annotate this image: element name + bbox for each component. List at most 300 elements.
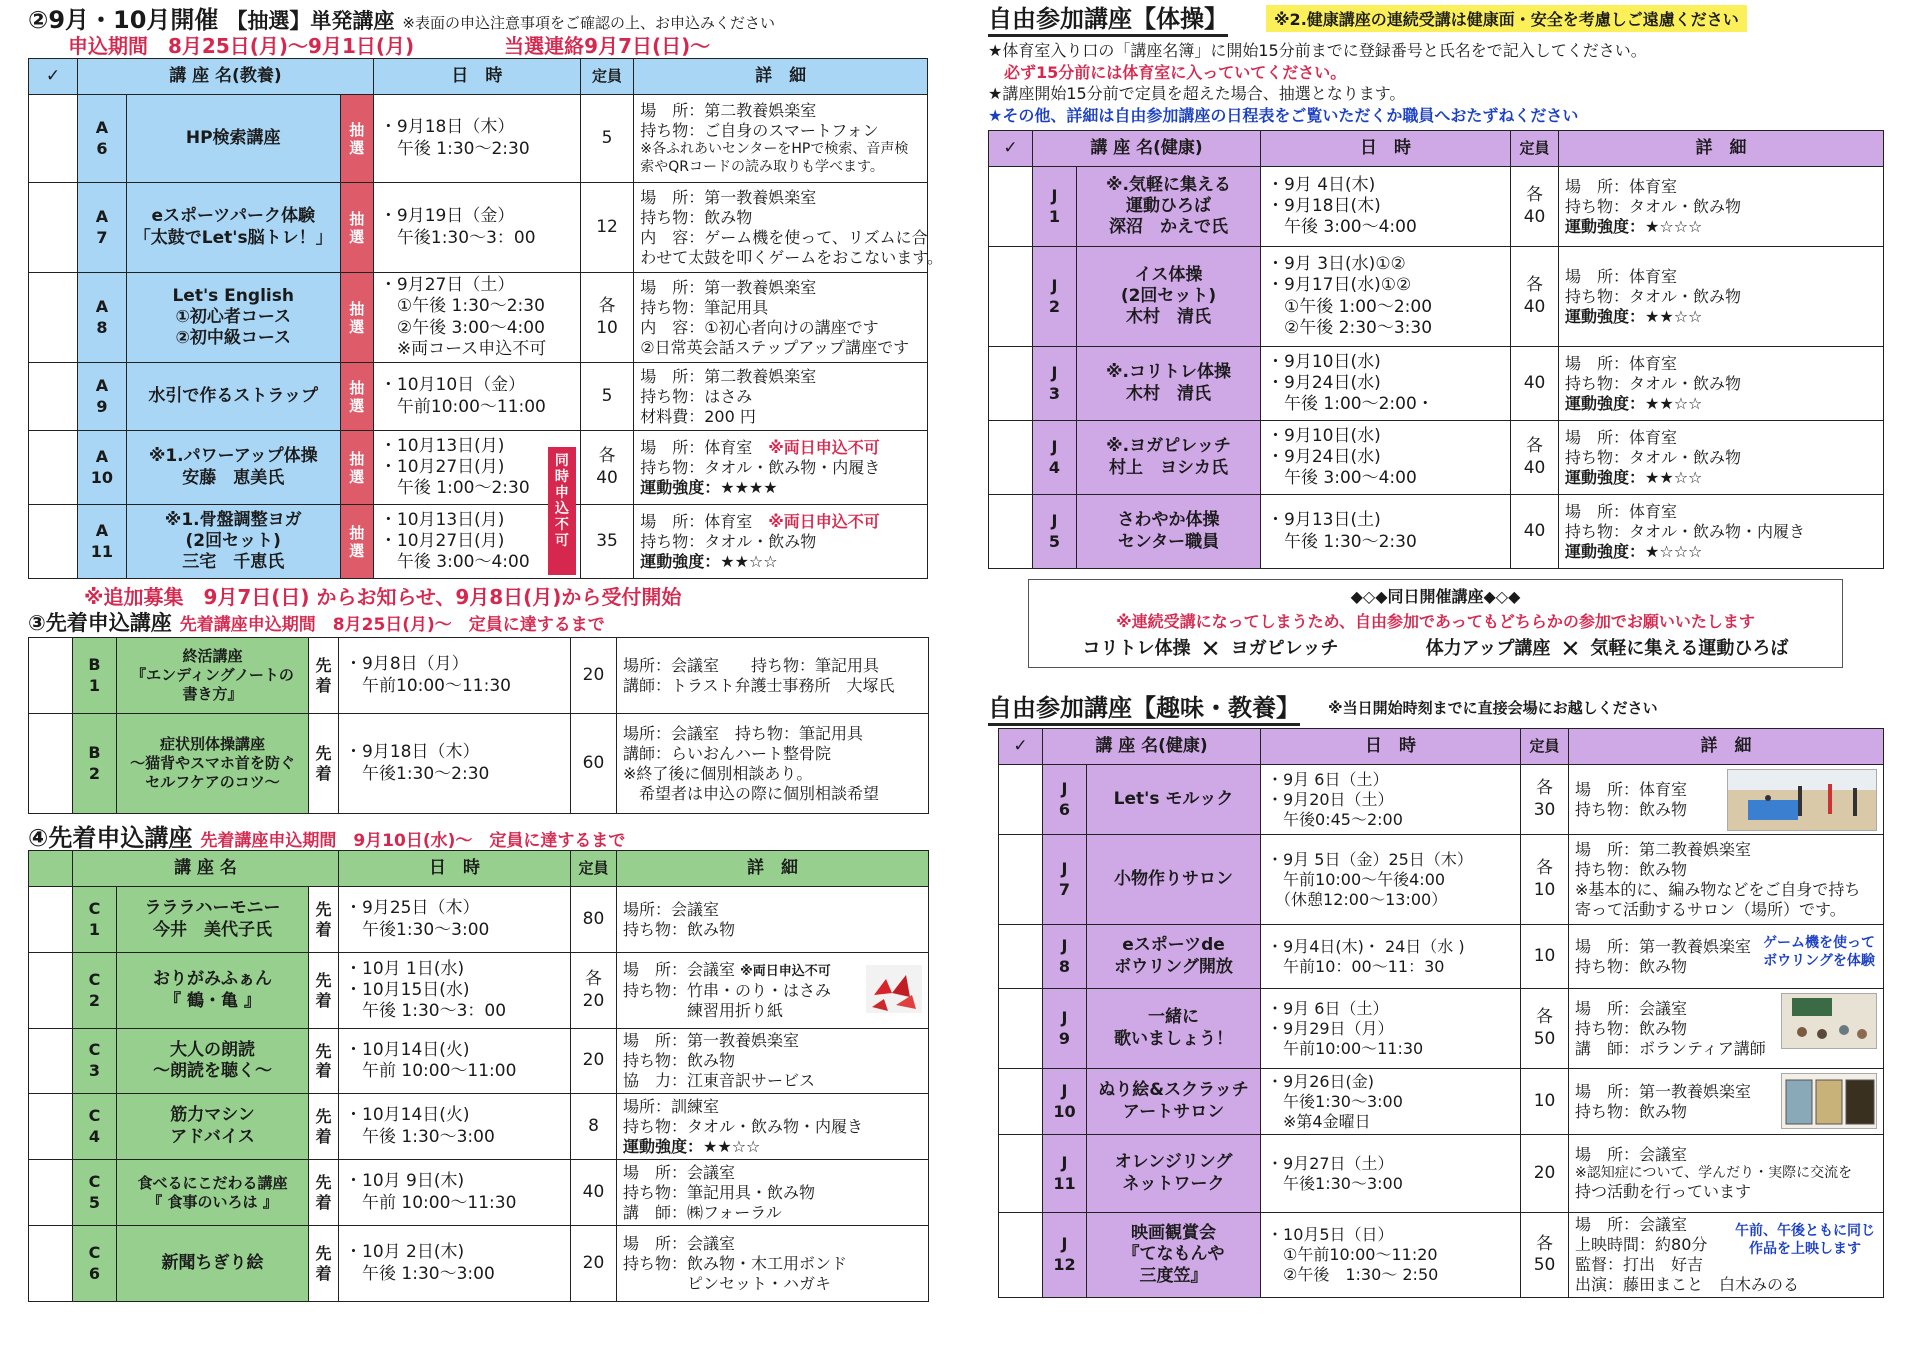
datetime-line: ・10月13日(月) bbox=[379, 435, 505, 456]
course-capacity bbox=[1511, 495, 1559, 569]
course-capacity bbox=[1521, 835, 1569, 925]
course-datetime bbox=[373, 183, 580, 273]
detail-line: 場 所：第一教養娯楽室 bbox=[1575, 1081, 1752, 1101]
lottery-badge bbox=[340, 273, 373, 363]
section2-header bbox=[28, 0, 928, 34]
course-name bbox=[1087, 1135, 1261, 1213]
datetime-line: ・9月13日(土) bbox=[1267, 510, 1381, 531]
badge-line: 着 bbox=[315, 990, 332, 1010]
code-line: J bbox=[1051, 185, 1058, 205]
datetime-line: 午後 1:30～3:00 bbox=[345, 1263, 495, 1284]
table-header bbox=[999, 729, 1884, 765]
warning-text: ※両日申込不可 bbox=[768, 437, 880, 457]
checkbox-cell[interactable] bbox=[29, 1160, 73, 1226]
code-line: A bbox=[95, 375, 109, 395]
cap-line: 各 bbox=[1526, 436, 1544, 457]
cap-line: 10 bbox=[1533, 879, 1556, 900]
course-datetime bbox=[339, 1094, 571, 1160]
datetime-line: ・10月14日(火) bbox=[345, 1039, 470, 1060]
first-come-badge bbox=[309, 1160, 339, 1226]
detail-line: 運動強度：★★☆☆ bbox=[623, 1136, 761, 1156]
detail-line: 場 所：第一教養娯楽室 bbox=[623, 1031, 800, 1050]
detail-line: 内 容：ゲーム機を使って、リズムに合 bbox=[640, 227, 928, 247]
code-line: 4 bbox=[1048, 457, 1061, 477]
same-day-pair bbox=[1426, 634, 1789, 663]
course-detail bbox=[617, 887, 929, 953]
detail-line: 運動強度：★★☆☆ bbox=[1565, 467, 1703, 487]
course-datetime bbox=[339, 714, 571, 814]
course-code bbox=[73, 953, 117, 1029]
course-name bbox=[117, 638, 309, 714]
cap-line: 各 bbox=[1526, 185, 1544, 206]
checkbox-cell[interactable] bbox=[989, 247, 1033, 347]
datetime-line: ・9月 6日（土） bbox=[1267, 998, 1389, 1018]
warning-text: ※両日申込不可 bbox=[740, 964, 831, 980]
name-line: センター職員 bbox=[1117, 531, 1220, 552]
datetime-line: 午後 1:30～2:30 bbox=[1267, 531, 1417, 552]
course-datetime bbox=[1261, 347, 1511, 421]
checkbox-cell[interactable] bbox=[29, 1094, 73, 1160]
course-detail bbox=[617, 953, 929, 1029]
code-line: 6 bbox=[1058, 799, 1071, 819]
course-capacity bbox=[1511, 421, 1559, 495]
code-line: 2 bbox=[1048, 296, 1061, 316]
table-row bbox=[29, 1160, 929, 1226]
table-row bbox=[999, 765, 1884, 835]
cap-line: 50 bbox=[1533, 1028, 1556, 1049]
checkbox-cell[interactable] bbox=[999, 835, 1043, 925]
course-capacity bbox=[1521, 989, 1569, 1069]
course-detail bbox=[634, 183, 943, 273]
detail-line: 持ち物：タオル・飲み物 bbox=[1565, 447, 1742, 467]
detail-line: 協 力：江東音訳サービス bbox=[623, 1071, 816, 1090]
checkbox-cell[interactable] bbox=[29, 1226, 73, 1302]
checkbox-cell[interactable] bbox=[989, 495, 1033, 569]
datetime-line: ②午後 2:30～3:30 bbox=[1267, 317, 1433, 338]
datetime-line: ・10月27日(月) bbox=[379, 456, 505, 477]
checkbox-cell[interactable] bbox=[29, 183, 78, 273]
datetime-line: ・10月 1日(水) bbox=[345, 958, 465, 979]
section3-period: 先着講座申込期間 8月25日(月)～ 定員に達するまで bbox=[179, 615, 605, 635]
course-code bbox=[73, 1029, 117, 1094]
course-name bbox=[117, 1226, 309, 1302]
name-line: ぬり絵&スクラッチ bbox=[1098, 1080, 1249, 1101]
course-code bbox=[1033, 495, 1077, 569]
badge-char: 時 bbox=[554, 469, 569, 486]
extra-line: ゲーム機を使って bbox=[1763, 935, 1876, 951]
name-line: 『エンディングノートの bbox=[131, 666, 294, 685]
detail-line: 持ち物：飲み物 bbox=[623, 1051, 736, 1070]
datetime-line: 午前10:00～11:30 bbox=[1267, 1038, 1424, 1058]
section2-note: ※表面の申込注意事項をご確認の上、お申込みください bbox=[402, 14, 775, 32]
course-code bbox=[77, 505, 126, 579]
name-line: イス体操 bbox=[1134, 264, 1203, 285]
code-line: 6 bbox=[96, 138, 108, 158]
note-line: 必ず15分前には体育室に入っていてください。 bbox=[988, 62, 1347, 82]
course-detail bbox=[1569, 765, 1884, 835]
course-datetime bbox=[1261, 925, 1521, 989]
course-code bbox=[73, 714, 117, 814]
r2-note: ※当日開始時刻までに直接会場にお越しください bbox=[1328, 698, 1658, 717]
code-line: 12 bbox=[1053, 1255, 1076, 1274]
course-code bbox=[1043, 925, 1087, 989]
course-name bbox=[126, 363, 340, 431]
code-line: 2 bbox=[88, 990, 101, 1010]
cap-line: 各 bbox=[598, 296, 616, 317]
detail-line: 持ち物：タオル・飲み物 bbox=[1565, 373, 1742, 393]
lottery-badge bbox=[340, 95, 373, 183]
pair-item: ヨガピレッチ bbox=[1230, 638, 1339, 659]
checkbox-cell[interactable] bbox=[29, 363, 78, 431]
name-line: (2回セット) bbox=[185, 530, 281, 551]
detail-line: 希望者は申込の際に個別相談希望 bbox=[623, 783, 880, 803]
section3-title: ③先着申込講座 bbox=[28, 611, 172, 635]
cap-line: 20 bbox=[582, 1252, 605, 1273]
name-line: ※.気軽に集える bbox=[1106, 174, 1231, 195]
code-line: C bbox=[88, 1171, 101, 1191]
course-datetime bbox=[339, 1160, 571, 1226]
name-line: オレンジリング bbox=[1114, 1152, 1233, 1173]
course-capacity bbox=[1521, 925, 1569, 989]
name-header: 講 座 名 bbox=[73, 851, 339, 887]
name-line: 「太鼓でLet's脳トレ！」 bbox=[133, 227, 333, 248]
course-capacity bbox=[1521, 1069, 1569, 1135]
checkbox-cell[interactable] bbox=[989, 167, 1033, 247]
cap-line: 20 bbox=[582, 1050, 605, 1071]
name-line: 症状別体操講座 bbox=[159, 735, 265, 754]
check-header: ✓ bbox=[989, 131, 1033, 167]
extra-line: ボウリングを体験 bbox=[1763, 952, 1875, 969]
table-row bbox=[29, 638, 929, 714]
lottery-badge bbox=[340, 505, 373, 579]
course-name bbox=[126, 431, 340, 505]
detail-line: 場 所：体育室 ※両日申込不可 bbox=[640, 437, 880, 457]
capacity-header: 定員 bbox=[1521, 729, 1569, 765]
datetime-line: ・9月24日(水) bbox=[1267, 372, 1381, 393]
course-name bbox=[1077, 495, 1261, 569]
datetime-line: 午後 1:30～2:30 bbox=[379, 138, 530, 159]
check-header: ✓ bbox=[29, 59, 78, 95]
datetime-line: 午後 1:30～3：00 bbox=[345, 1001, 507, 1022]
cap-line: 10 bbox=[1533, 1090, 1556, 1111]
detail-line: 場 所：体育室 ※両日申込不可 bbox=[640, 511, 880, 531]
code-line: 11 bbox=[90, 541, 114, 561]
datetime-line: ・9月27日（土） bbox=[1267, 1153, 1394, 1173]
first-come-badge bbox=[309, 1094, 339, 1160]
course-detail bbox=[1559, 247, 1884, 347]
checkbox-cell[interactable] bbox=[999, 1213, 1043, 1298]
datetime-line: ・9月29日（月） bbox=[1267, 1018, 1394, 1038]
code-line: A bbox=[95, 296, 109, 316]
code-line: C bbox=[88, 1105, 101, 1125]
name-line: アドバイス bbox=[170, 1126, 255, 1147]
name-line: ※.コリトレ体操 bbox=[1106, 362, 1231, 383]
cap-line: 10 bbox=[596, 317, 618, 338]
detail-line: 持ち物：飲み物 bbox=[1575, 1101, 1688, 1121]
course-name bbox=[1087, 1069, 1261, 1135]
name-line: ①初心者コース bbox=[175, 306, 291, 327]
name-line: 木村 清氏 bbox=[1126, 383, 1211, 404]
r1-warning: ※2.健康講座の連続受講は健康面・安全を考慮しご遠慮ください bbox=[1266, 5, 1747, 32]
badge-line: 選 bbox=[349, 317, 365, 336]
table-row bbox=[999, 1213, 1884, 1298]
course-capacity bbox=[1521, 765, 1569, 835]
datetime-line: ・10月 9日(木) bbox=[345, 1171, 465, 1192]
name-line: ネットワーク bbox=[1122, 1173, 1225, 1194]
name-line: おりがみふぁん bbox=[153, 969, 272, 990]
datetime-line: ・9月18日（木） bbox=[379, 117, 515, 138]
cap-line: 各 bbox=[1536, 778, 1554, 799]
course-name bbox=[1087, 925, 1261, 989]
right-column bbox=[988, 0, 1883, 1298]
detail-line: 場 所：第一教養娯楽室 bbox=[640, 277, 817, 297]
code-line: J bbox=[1051, 436, 1058, 456]
code-line: 6 bbox=[88, 1263, 101, 1283]
table-row bbox=[29, 714, 929, 814]
capacity-header: 定員 bbox=[580, 59, 633, 95]
datetime-line: 午前10:00～11:00 bbox=[379, 396, 546, 417]
table-row bbox=[989, 247, 1884, 347]
name-line: 新聞ちぎり絵 bbox=[161, 1252, 264, 1273]
extra-note bbox=[1763, 935, 1875, 970]
name-line: 書き方』 bbox=[182, 684, 243, 703]
badge-line: 着 bbox=[315, 1126, 332, 1146]
course-datetime bbox=[1261, 167, 1511, 247]
checkbox-cell[interactable] bbox=[999, 1135, 1043, 1213]
course-code bbox=[73, 887, 117, 953]
checkbox-cell[interactable] bbox=[29, 505, 78, 579]
date-header: 日 時 bbox=[339, 851, 571, 887]
checkbox-cell[interactable] bbox=[29, 273, 78, 363]
checkbox-cell[interactable] bbox=[29, 714, 73, 814]
detail-line: ※基本的に、編み物などをご自身で持ち bbox=[1575, 879, 1861, 899]
cap-line: 40 bbox=[1523, 520, 1546, 541]
table-row bbox=[989, 495, 1884, 569]
course-code bbox=[1043, 989, 1087, 1069]
section3-header bbox=[28, 607, 928, 635]
code-line: C bbox=[88, 1040, 101, 1060]
datetime-line: ※両コース申込不可 bbox=[379, 338, 547, 359]
course-capacity bbox=[571, 638, 617, 714]
course-datetime bbox=[1261, 765, 1521, 835]
detail-line: 持ち物：飲み物 bbox=[640, 207, 753, 227]
code-line: 5 bbox=[88, 1192, 101, 1212]
detail-line: 持ち物：タオル・飲み物 bbox=[1565, 286, 1742, 306]
detail-line: 場 所：体育室 bbox=[1565, 353, 1678, 373]
cross-icon: ✕ bbox=[1200, 635, 1221, 663]
badge-line: 選 bbox=[349, 467, 365, 486]
course-code bbox=[77, 95, 126, 183]
datetime-line: ②午後 3:00～4:00 bbox=[379, 317, 545, 338]
datetime-line: ・10月13日(月) bbox=[379, 509, 505, 530]
datetime-line: ・10月5日（日） bbox=[1267, 1225, 1394, 1244]
r2-title: 自由参加講座【趣味・教養】 bbox=[988, 688, 1300, 726]
detail-line: 講 師：ボランティア講師 bbox=[1575, 1038, 1766, 1058]
cap-line: 60 bbox=[582, 752, 605, 773]
code-line: A bbox=[95, 117, 109, 137]
checkbox-cell[interactable] bbox=[29, 638, 73, 714]
detail-line: 場 所：体育室 bbox=[1575, 779, 1688, 799]
note-line: ★体育室入り口の「講座名簿」に開始15分前までに登録番号と氏名をで記入してください。 bbox=[988, 41, 1647, 60]
checkbox-cell[interactable] bbox=[999, 765, 1043, 835]
course-code bbox=[77, 431, 126, 505]
badge-line: 抽 bbox=[349, 209, 365, 228]
detail-header: 詳 細 bbox=[1559, 131, 1884, 167]
datetime-line: ①午後 1:30～2:30 bbox=[379, 296, 545, 317]
datetime-line: ①午後 1:00～2:00 bbox=[1267, 296, 1433, 317]
capacity-header: 定員 bbox=[571, 851, 617, 887]
course-name bbox=[117, 1094, 309, 1160]
detail-header: 詳 細 bbox=[1569, 729, 1884, 765]
section4-header bbox=[28, 818, 928, 850]
detail-line: 場所：会議室 持ち物：筆記用具 bbox=[623, 723, 864, 743]
detail-line: 持つ活動を行っています bbox=[1575, 1182, 1752, 1202]
name-line: 運動ひろば bbox=[1126, 195, 1211, 216]
extra-recruit: ※追加募集 9月7日(日) からお知らせ、9月8日(月)から受付開始 bbox=[84, 585, 682, 609]
course-name bbox=[117, 1160, 309, 1226]
checkbox-cell[interactable] bbox=[29, 887, 73, 953]
code-line: 7 bbox=[1058, 879, 1071, 899]
detail-line: 持ち物：タオル・飲み物・内履き bbox=[640, 457, 881, 477]
name-line: 三宅 千恵氏 bbox=[182, 552, 285, 573]
code-line: 9 bbox=[96, 396, 108, 416]
capacity-header: 定員 bbox=[1511, 131, 1559, 167]
detail-line: 持ち物：飲み物 bbox=[1575, 956, 1688, 976]
checkbox-cell[interactable] bbox=[999, 1069, 1043, 1135]
section2-period-row bbox=[28, 30, 928, 58]
checkbox-cell[interactable] bbox=[999, 925, 1043, 989]
detail-line: 材料費：200 円 bbox=[640, 406, 756, 426]
datetime-line: ・9月19日（金） bbox=[379, 206, 515, 227]
badge-line: 抽 bbox=[349, 120, 365, 139]
name-line: 小物作りサロン bbox=[1114, 868, 1233, 889]
left-column bbox=[28, 0, 943, 1302]
table-header bbox=[29, 851, 929, 887]
checkbox-cell[interactable] bbox=[989, 421, 1033, 495]
cap-line: 各 bbox=[1536, 1007, 1554, 1028]
code-line: A bbox=[95, 446, 109, 466]
extra-line: 作品を上映します bbox=[1749, 1240, 1862, 1257]
detail-line: 場 所：第二教養娯楽室 bbox=[640, 366, 817, 386]
course-datetime bbox=[339, 1226, 571, 1302]
detail-line: 場 所：会議室 bbox=[623, 1162, 736, 1182]
r1-title: 自由参加講座【体操】 bbox=[988, 0, 1228, 37]
name-line: 安藤 恵美氏 bbox=[182, 467, 285, 488]
detail-line: 持ち物：飲み物 bbox=[623, 919, 736, 939]
code-line: 1 bbox=[1048, 206, 1061, 226]
table-row bbox=[29, 887, 929, 953]
course-name bbox=[117, 953, 309, 1029]
name-line: 深沼 かえで氏 bbox=[1109, 217, 1228, 238]
badge-line: 着 bbox=[315, 1192, 332, 1212]
datetime-line: 午後0:45～2:00 bbox=[1267, 809, 1403, 829]
course-capacity bbox=[571, 1226, 617, 1302]
course-capacity bbox=[580, 95, 633, 183]
datetime-line: ※第4金曜日 bbox=[1267, 1111, 1371, 1131]
checkbox-cell[interactable] bbox=[29, 95, 78, 183]
course-code bbox=[1033, 247, 1077, 347]
checkbox-cell[interactable] bbox=[29, 431, 78, 505]
note-line: ★その他、詳細は自由参加講座の日程表をご覧いただくか職員へおたずねください bbox=[988, 105, 1579, 125]
detail-line: 場 所：体育室 bbox=[1565, 266, 1678, 286]
cross-icon: ✕ bbox=[1560, 635, 1581, 663]
code-line: 5 bbox=[1048, 531, 1061, 551]
name-line: ～朗読を聴く～ bbox=[153, 1061, 272, 1081]
course-capacity bbox=[580, 431, 633, 505]
course-detail bbox=[634, 363, 928, 431]
pair-item: 体力アップ講座 bbox=[1425, 638, 1551, 659]
cap-line: 50 bbox=[1533, 1255, 1556, 1275]
table-row bbox=[999, 1135, 1884, 1213]
datetime-line: 午前10:00～11:30 bbox=[345, 675, 511, 696]
checkbox-cell[interactable] bbox=[29, 1029, 73, 1094]
name-line: Let's モルック bbox=[1113, 788, 1234, 809]
badge-line: 選 bbox=[349, 396, 365, 415]
course-datetime bbox=[373, 95, 580, 183]
course-datetime bbox=[1261, 835, 1521, 925]
code-line: J bbox=[1051, 510, 1058, 530]
detail-line: 内 容：①初心者向けの講座です bbox=[640, 317, 879, 337]
datetime-line: ・9月18日（木） bbox=[345, 742, 480, 763]
course-capacity bbox=[571, 1094, 617, 1160]
date-header: 日 時 bbox=[1261, 131, 1511, 167]
cap-line: 8 bbox=[588, 1115, 599, 1136]
course-capacity bbox=[571, 1029, 617, 1094]
pair-item: 気軽に集える運動ひろば bbox=[1590, 638, 1789, 659]
datetime-line: 午後1:30～3:00 bbox=[1267, 1173, 1403, 1193]
detail-line: 練習用折り紙 bbox=[623, 1000, 784, 1020]
datetime-line: 午後1:30～3：00 bbox=[379, 227, 536, 248]
table-header bbox=[29, 59, 928, 95]
code-line: J bbox=[1061, 1152, 1068, 1172]
course-detail bbox=[1569, 1213, 1884, 1298]
datetime-line: ・9月 5日（金）25日（木） bbox=[1267, 849, 1473, 869]
detail-header: 詳 細 bbox=[617, 851, 929, 887]
table-row bbox=[29, 1094, 929, 1160]
course-code bbox=[73, 638, 117, 714]
checkbox-cell[interactable] bbox=[29, 953, 73, 1029]
datetime-line: ・10月27日(月) bbox=[379, 530, 505, 551]
name-line: 食べるにこだわる講座 bbox=[137, 1173, 288, 1192]
datetime-line: ①午前10:00～11:20 bbox=[1267, 1245, 1438, 1264]
badge-line: 着 bbox=[315, 1061, 332, 1080]
detail-line: 上映時間：約80分 bbox=[1575, 1235, 1708, 1254]
cap-line: 10 bbox=[1533, 945, 1556, 966]
same-day-note: ※連続受講になってしまうため、自由参加であってもどちらかの参加でお願いいたします bbox=[1116, 612, 1755, 631]
course-datetime bbox=[339, 953, 571, 1029]
code-line: C bbox=[88, 898, 101, 918]
badge-line: 先 bbox=[315, 1107, 332, 1127]
course-capacity bbox=[1521, 1135, 1569, 1213]
course-detail bbox=[1559, 167, 1884, 247]
checkbox-cell[interactable] bbox=[999, 989, 1043, 1069]
course-code bbox=[1043, 835, 1087, 925]
name-line: 歌いましょう！ bbox=[1114, 1028, 1233, 1049]
datetime-line: ②午後 1:30～ 2:50 bbox=[1267, 1265, 1439, 1284]
course-code bbox=[1043, 765, 1087, 835]
detail-line: 持ち物：筆記用具 bbox=[640, 297, 769, 317]
check-header: ✓ bbox=[999, 729, 1043, 765]
course-name bbox=[1077, 421, 1261, 495]
code-line: 4 bbox=[88, 1126, 101, 1146]
course-detail bbox=[617, 1029, 929, 1094]
section2-table bbox=[28, 58, 943, 579]
course-detail bbox=[1569, 989, 1884, 1069]
cap-line: 各 bbox=[1526, 275, 1544, 296]
checkbox-cell[interactable] bbox=[989, 347, 1033, 421]
detail-line: 監督：打出 好吉 bbox=[1575, 1255, 1704, 1274]
name-line: セルフケアのコツ～ bbox=[145, 772, 280, 791]
